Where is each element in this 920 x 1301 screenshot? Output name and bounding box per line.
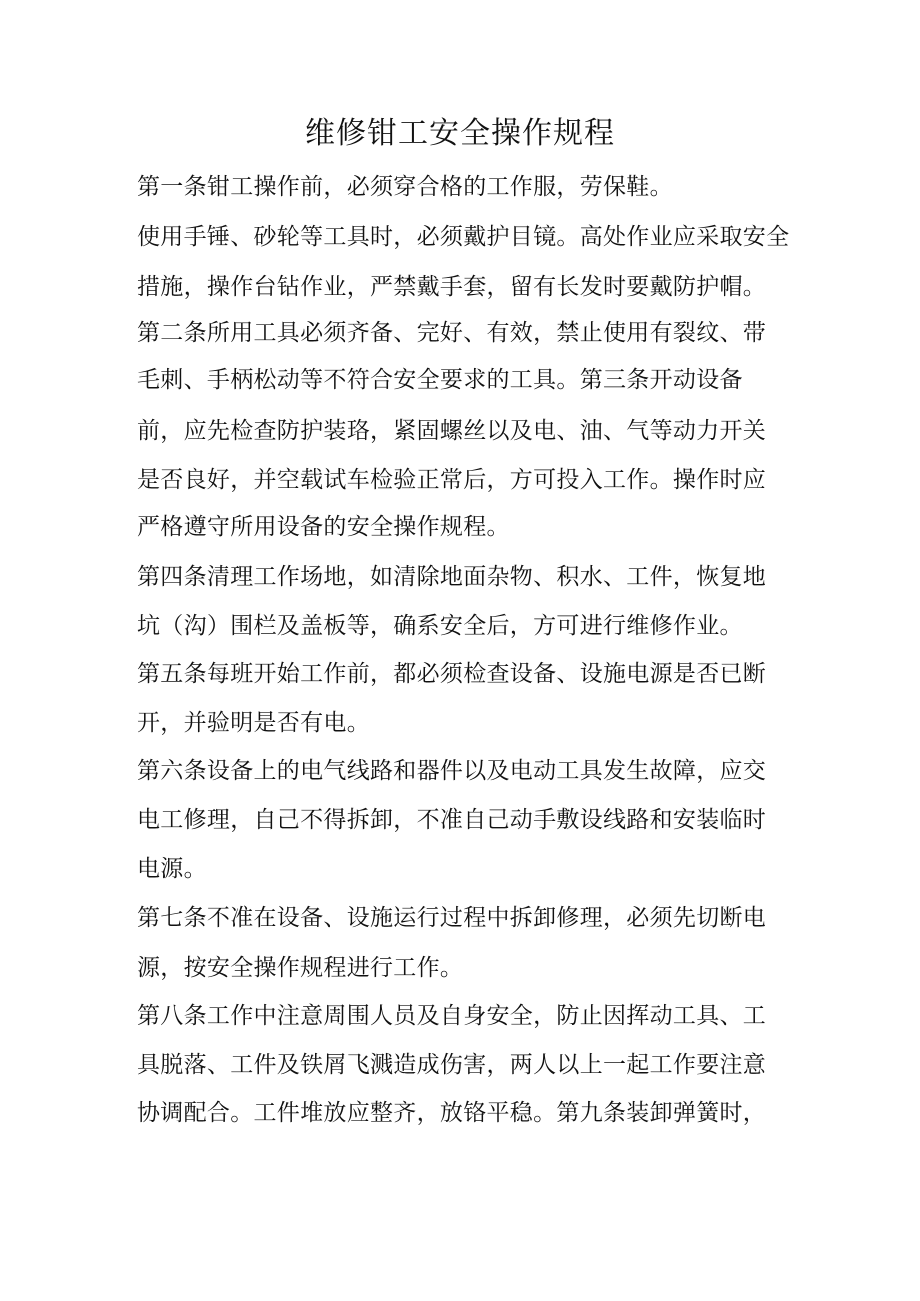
text-line: 坑（沟）围栏及盖板等，确系安全后，方可进行维修作业。: [137, 613, 743, 639]
text-line: 第二条所用工具必须齐备、完好、有效，禁止使用有裂纹、带: [137, 320, 767, 346]
text-line: 第六条设备上的电气线路和器件以及电动工具发生故障，应交: [137, 758, 767, 784]
text-line: 第七条不准在设备、设施运行过程中拆卸修理，必须先切断电: [137, 905, 767, 931]
text-line: 源，按安全操作规程进行工作。: [137, 955, 464, 981]
text-line: 措施，操作台钻作业，严禁戴手套，留有长发时要戴防护帽。: [137, 274, 767, 300]
text-line: 毛刺、手柄松动等不符合安全要求的工具。第三条开动设备: [137, 367, 743, 393]
text-line: 第五条每班开始工作前，都必须检查设备、设施电源是否已断: [137, 661, 767, 687]
text-line: 使用手锤、砂轮等工具时，必须戴护目镜。高处作业应采取安全: [137, 224, 790, 250]
text-line: 严格遵守所用设备的安全操作规程。: [137, 514, 510, 540]
document-title: 维修钳工安全操作规程: [305, 116, 615, 151]
text-line: 具脱落、工件及铁屑飞溅造成伤害，两人以上一起工作要注意: [137, 1052, 767, 1078]
text-line: 第四条清理工作场地，如清除地面杂物、积水、工件，恢复地: [137, 564, 767, 590]
text-line: 电工修理，自己不得拆卸，不准自己动手敷设线路和安装临时: [137, 807, 767, 833]
text-line: 前，应先检查防护装珞，紧固螺丝以及电、油、气等动力开关: [137, 418, 767, 444]
text-line: 协调配合。工件堆放应整齐，放铬平稳。第九条装卸弹簧时，: [137, 1100, 767, 1126]
text-line: 第一条钳工操作前，必须穿合格的工作服，劳保鞋。: [137, 174, 673, 200]
text-line: 第八条工作中注意周围人员及自身安全，防止因挥动工具、工: [137, 1003, 767, 1029]
text-line: 电源。: [137, 856, 207, 882]
text-line: 是否良好，并空载试车检验正常后，方可投入工作。操作时应: [137, 467, 767, 493]
text-line: 开，并验明是否有电。: [137, 710, 370, 736]
